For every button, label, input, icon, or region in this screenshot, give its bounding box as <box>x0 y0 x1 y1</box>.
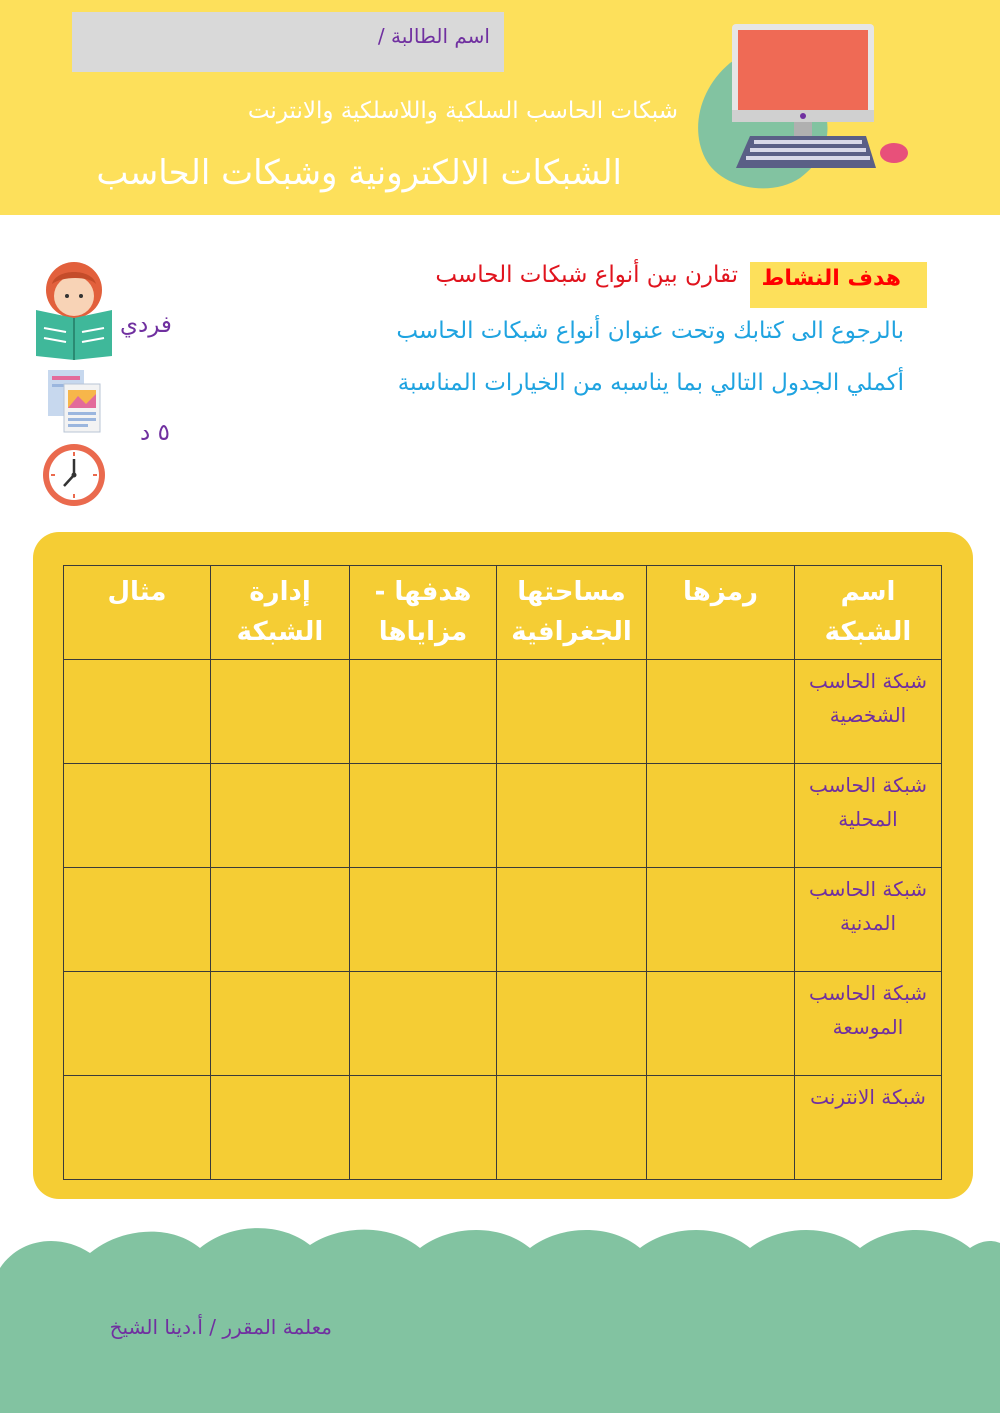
header-network-management: إدارة الشبكة <box>211 566 350 660</box>
row-network-name: شبكة الحاسب الموسعة <box>795 972 942 1076</box>
instruction-line-2: أكملي الجدول التالي بما يناسبه من الخيارات المناسبة <box>397 370 904 396</box>
lesson-subtitle: شبكات الحاسب السلكية واللاسلكية والانترنت <box>247 98 678 124</box>
answer-cell[interactable] <box>64 764 211 868</box>
header-example: مثال <box>64 566 211 660</box>
answer-cell[interactable] <box>497 868 647 972</box>
answer-cell[interactable] <box>647 972 795 1076</box>
answer-cell[interactable] <box>647 1076 795 1180</box>
activity-goal-badge: هدف النشاط <box>750 262 927 308</box>
answer-cell[interactable] <box>64 868 211 972</box>
header-goal-advantages: هدفها - مزاياها <box>350 566 497 660</box>
answer-cell[interactable] <box>647 660 795 764</box>
answer-cell[interactable] <box>497 660 647 764</box>
answer-cell[interactable] <box>211 1076 350 1180</box>
answer-cell[interactable] <box>350 764 497 868</box>
answer-cell[interactable] <box>64 1076 211 1180</box>
table-row <box>64 972 942 1076</box>
table-row <box>64 868 942 972</box>
answer-cell[interactable] <box>497 1076 647 1180</box>
answer-cell[interactable] <box>350 868 497 972</box>
answer-cell[interactable] <box>211 660 350 764</box>
row-network-name: شبكة الانترنت <box>795 1076 942 1180</box>
answer-cell[interactable] <box>64 660 211 764</box>
work-mode-label: فردي <box>120 312 172 338</box>
row-network-name: شبكة الحاسب المدنية <box>795 868 942 972</box>
answer-cell[interactable] <box>211 868 350 972</box>
network-comparison-table <box>63 565 942 1180</box>
reading-girl-icon <box>34 258 116 360</box>
student-name-label: اسم الطالبة / <box>377 24 490 48</box>
answer-cell[interactable] <box>647 868 795 972</box>
header-symbol: رمزها <box>647 566 795 660</box>
table-row <box>64 1076 942 1180</box>
clock-icon <box>40 442 108 508</box>
activity-goal-text: تقارن بين أنواع شبكات الحاسب <box>435 262 738 288</box>
student-name-field[interactable] <box>72 12 504 72</box>
header-geographic-area: مساحتها الجغرافية <box>497 566 647 660</box>
table-header-row <box>64 566 942 660</box>
answer-cell[interactable] <box>211 972 350 1076</box>
answer-cell[interactable] <box>350 660 497 764</box>
header-network-name: اسم الشبكة <box>795 566 942 660</box>
answer-cell[interactable] <box>647 764 795 868</box>
table-row <box>64 764 942 868</box>
document-icon <box>44 368 104 434</box>
answer-cell[interactable] <box>350 1076 497 1180</box>
answer-cell[interactable] <box>497 972 647 1076</box>
computer-icon <box>690 18 920 193</box>
row-network-name: شبكة الحاسب المحلية <box>795 764 942 868</box>
lesson-title: الشبكات الالكترونية وشبكات الحاسب <box>96 153 622 193</box>
row-network-name: شبكة الحاسب الشخصية <box>795 660 942 764</box>
instruction-line-1: بالرجوع الى كتابك وتحت عنوان أنواع شبكات الحاسب <box>396 318 904 344</box>
answer-cell[interactable] <box>350 972 497 1076</box>
time-label: ٥ د <box>140 420 170 446</box>
answer-cell[interactable] <box>211 764 350 868</box>
answer-cell[interactable] <box>497 764 647 868</box>
table-row <box>64 660 942 764</box>
teacher-credit: معلمة المقرر / أ.دينا الشيخ <box>109 1315 332 1339</box>
answer-cell[interactable] <box>64 972 211 1076</box>
